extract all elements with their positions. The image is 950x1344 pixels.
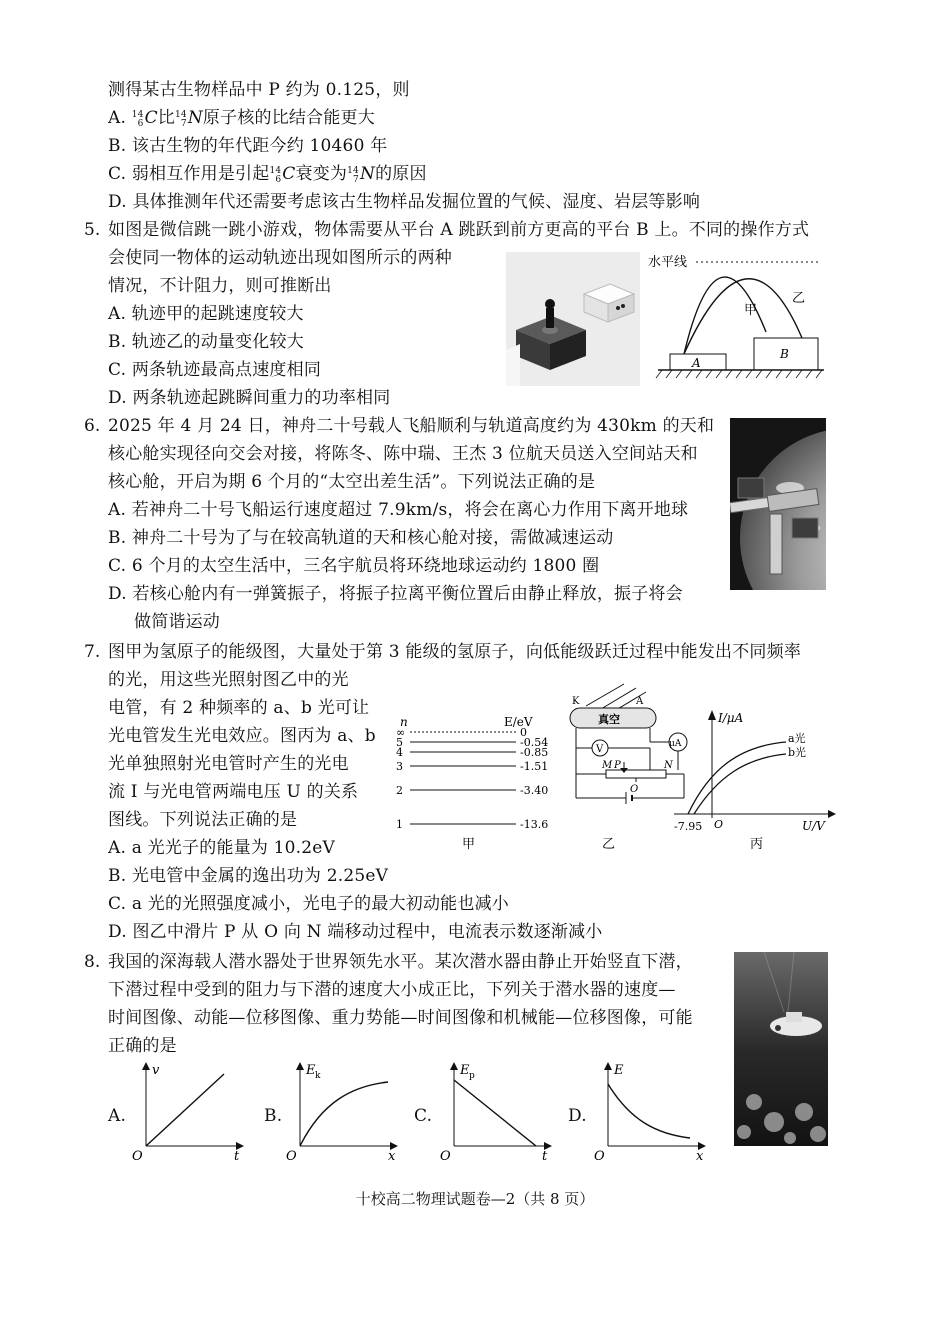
q8-stem-line1: 我国的深海载人潜水器处于世界领先水平。某次潜水器由静止开始竖直下潜， bbox=[108, 952, 693, 972]
q7-stem-line6: 流 I 与光电管两端电压 U 的关系 bbox=[108, 782, 359, 802]
svg-text:N: N bbox=[664, 760, 673, 771]
curve-a bbox=[688, 742, 786, 814]
platform-a-label: A bbox=[692, 356, 701, 370]
q7-stem-line4: 光电管发生光电效应。图丙为 a、b bbox=[108, 726, 376, 746]
space-station-photo bbox=[730, 418, 826, 590]
energy-level-diagram bbox=[392, 710, 560, 852]
trajectory-diagram bbox=[648, 252, 828, 384]
n-axis-label: n bbox=[400, 715, 408, 729]
svg-text:2: 2 bbox=[396, 784, 403, 797]
ylabel-i: I/μA bbox=[718, 711, 744, 725]
svg-text:O: O bbox=[440, 1149, 451, 1162]
q6-number: 6. bbox=[84, 416, 101, 436]
svg-text:1: 1 bbox=[396, 818, 403, 831]
svg-text:t: t bbox=[542, 1149, 548, 1162]
svg-text:t: t bbox=[234, 1149, 240, 1162]
q7-stem-line7: 图线。下列说法正确的是 bbox=[108, 810, 298, 830]
svg-text:A: A bbox=[636, 696, 644, 707]
q7-option-c: C. a 光的光照强度减小，光电子的最大初动能也减小 bbox=[108, 894, 509, 914]
svg-text:P: P bbox=[614, 760, 621, 771]
page-footer: 十校高二物理试题卷—2（共 8 页） bbox=[355, 1190, 595, 1208]
q5-number: 5. bbox=[84, 220, 101, 240]
q7-stem-line2: 的光，用这些光照射图乙中的光 bbox=[108, 670, 349, 690]
q7-stem-line1: 图甲为氢原子的能级图，大量处于第 3 能级的氢原子，向低能级跃迁过程中能发出不同频率 bbox=[108, 642, 802, 662]
q6-option-c: C. 6 个月的太空生活中，三名宇航员将环绕地球运动约 1800 圈 bbox=[108, 556, 600, 576]
svg-text:3: 3 bbox=[396, 760, 403, 773]
q8-stem-line2: 下潜过程中受到的阻力与下潜的速度大小成正比，下列关于潜水器的速度— bbox=[108, 980, 676, 1000]
q4-continuation: 测得某古生物样品中 P 约为 0.125，则 bbox=[108, 80, 410, 100]
svg-text:μA: μA bbox=[669, 739, 682, 749]
x-intercept-label: -7.95 bbox=[674, 820, 703, 833]
q7-option-b: B. 光电管中金属的逸出功为 2.25eV bbox=[108, 866, 389, 886]
graph-a-line bbox=[146, 1074, 224, 1146]
q8-stem-line4: 正确的是 bbox=[108, 1036, 177, 1056]
q8-option-d-key: D. bbox=[568, 1106, 587, 1126]
svg-text:-1.51: -1.51 bbox=[520, 760, 549, 773]
svg-text:-13.6: -13.6 bbox=[520, 818, 549, 831]
svg-text:-3.40: -3.40 bbox=[520, 784, 549, 797]
svg-text:M: M bbox=[602, 760, 613, 771]
q4-option-b: B. 该古生物的年代距今约 10460 年 bbox=[108, 136, 388, 156]
svg-text:4: 4 bbox=[396, 746, 403, 759]
svg-text:V: V bbox=[596, 744, 604, 755]
svg-text:p: p bbox=[469, 1071, 475, 1081]
svg-text:E: E bbox=[460, 1063, 470, 1078]
q8-number: 8. bbox=[84, 952, 101, 972]
caption-jia: 甲 bbox=[462, 837, 476, 852]
q4-option-c: C. 弱相互作用是引起 14 6 C衰变为 14 7 N的原因 bbox=[108, 164, 427, 185]
graph-b-curve bbox=[300, 1082, 388, 1146]
xlabel-u: U/V bbox=[802, 819, 825, 833]
graph-c-ep-t bbox=[436, 1062, 556, 1162]
q4-option-a: A. 14 6 C比 14 7 N原子核的比结合能更大 bbox=[108, 108, 375, 129]
svg-text:0: 0 bbox=[520, 726, 527, 739]
jumper-piece-icon bbox=[546, 308, 554, 328]
q8-option-b-key: B. bbox=[264, 1106, 283, 1126]
vacuum-label: 真空 bbox=[598, 713, 620, 726]
label-b-light: b光 bbox=[788, 746, 807, 759]
svg-text:x: x bbox=[696, 1149, 704, 1162]
q6-stem-line3: 核心舱，开启为期 6 个月的“太空出差生活”。下列说法正确的是 bbox=[108, 472, 596, 492]
q6-option-b: B. 神舟二十号为了与在较高轨道的天和核心舱对接，需做减速运动 bbox=[108, 528, 614, 548]
horizon-label: 水平线 bbox=[648, 255, 688, 270]
svg-text:O: O bbox=[286, 1149, 297, 1162]
label-jia: 甲 bbox=[744, 303, 758, 318]
q5-option-c: C. 两条轨迹最高点速度相同 bbox=[108, 360, 322, 380]
q6-stem-line2: 核心舱实现径向交会对接，将陈冬、陈中瑞、王杰 3 位航天员送入空间站天和 bbox=[108, 444, 698, 464]
iu-curve-graph bbox=[670, 708, 840, 852]
jump-game-picture bbox=[506, 252, 640, 386]
q6-stem-line1: 2025 年 4 月 24 日，神舟二十号载人飞船顺利与轨道高度约为 430km 的天和 bbox=[108, 416, 715, 436]
q7-option-a: A. a 光光子的能量为 10.2eV bbox=[108, 838, 336, 858]
svg-text:O: O bbox=[594, 1149, 605, 1162]
e-axis-label: E/eV bbox=[504, 715, 533, 729]
q5-option-a: A. 轨迹甲的起跳速度较大 bbox=[108, 304, 304, 324]
label-a-light: a光 bbox=[788, 732, 806, 745]
svg-text:O: O bbox=[630, 784, 639, 795]
q5-stem-line2: 会使同一物体的运动轨迹出现如图所示的两种 bbox=[108, 248, 452, 268]
svg-text:E: E bbox=[614, 1063, 624, 1078]
svg-text:v: v bbox=[152, 1063, 160, 1078]
platform-b-label: B bbox=[780, 347, 789, 361]
submersible-photo bbox=[734, 952, 828, 1146]
q7-number: 7. bbox=[84, 642, 101, 662]
svg-text:-0.85: -0.85 bbox=[520, 746, 549, 759]
q6-option-a: A. 若神舟二十号飞船运行速度超过 7.9km/s，将会在离心力作用下离开地球 bbox=[108, 500, 689, 520]
svg-text:5: 5 bbox=[396, 736, 403, 749]
svg-text:k: k bbox=[315, 1071, 321, 1081]
svg-text:K: K bbox=[572, 696, 580, 707]
q8-stem-line3: 时间图像、动能—位移图像、重力势能—时间图像和机械能—位移图像，可能 bbox=[108, 1008, 693, 1028]
rheostat bbox=[606, 770, 666, 778]
graph-a-v-t bbox=[128, 1062, 248, 1162]
graph-c-line bbox=[454, 1080, 536, 1146]
graph-b-ek-x bbox=[282, 1062, 402, 1162]
svg-text:-0.54: -0.54 bbox=[520, 736, 549, 749]
curve-b bbox=[694, 754, 786, 814]
graph-d-e-x bbox=[590, 1062, 710, 1162]
q5-option-b: B. 轨迹乙的动量变化较大 bbox=[108, 332, 304, 352]
svg-text:∞: ∞ bbox=[396, 726, 406, 739]
q6-option-d-cont: 做简谐运动 bbox=[134, 612, 220, 632]
q8-option-c-key: C. bbox=[414, 1106, 433, 1126]
svg-text:O: O bbox=[714, 818, 724, 831]
q4-option-d: D. 具体推测年代还需要考虑该古生物样品发掘位置的气候、湿度、岩层等影响 bbox=[108, 192, 701, 212]
svg-text:E: E bbox=[306, 1063, 316, 1078]
q7-stem-line3: 电管，有 2 种频率的 a、b 光可让 bbox=[108, 698, 370, 718]
svg-text:x: x bbox=[388, 1149, 396, 1162]
q5-stem-line3: 情况，不计阻力，则可推断出 bbox=[108, 276, 332, 296]
q7-stem-line5: 光单独照射光电管时产生的光电 bbox=[108, 754, 349, 774]
caption-yi: 乙 bbox=[602, 837, 616, 852]
q5-option-d: D. 两条轨迹起跳瞬间重力的功率相同 bbox=[108, 388, 391, 408]
q8-option-a-key: A. bbox=[108, 1106, 127, 1126]
graph-d-curve bbox=[608, 1084, 690, 1138]
q5-stem-line1: 如图是微信跳一跳小游戏，物体需要从平台 A 跳跃到前方更高的平台 B 上。不同的操作方式 bbox=[108, 220, 810, 240]
svg-text:O: O bbox=[132, 1149, 143, 1162]
q7-option-d: D. 图乙中滑片 P 从 O 向 N 端移动过程中，电流表示数逐渐减小 bbox=[108, 922, 603, 942]
q6-option-d: D. 若核心舱内有一弹簧振子，将振子拉离平衡位置后由静止释放，振子将会 bbox=[108, 584, 683, 604]
caption-bing: 丙 bbox=[750, 837, 764, 852]
label-yi: 乙 bbox=[792, 291, 806, 306]
